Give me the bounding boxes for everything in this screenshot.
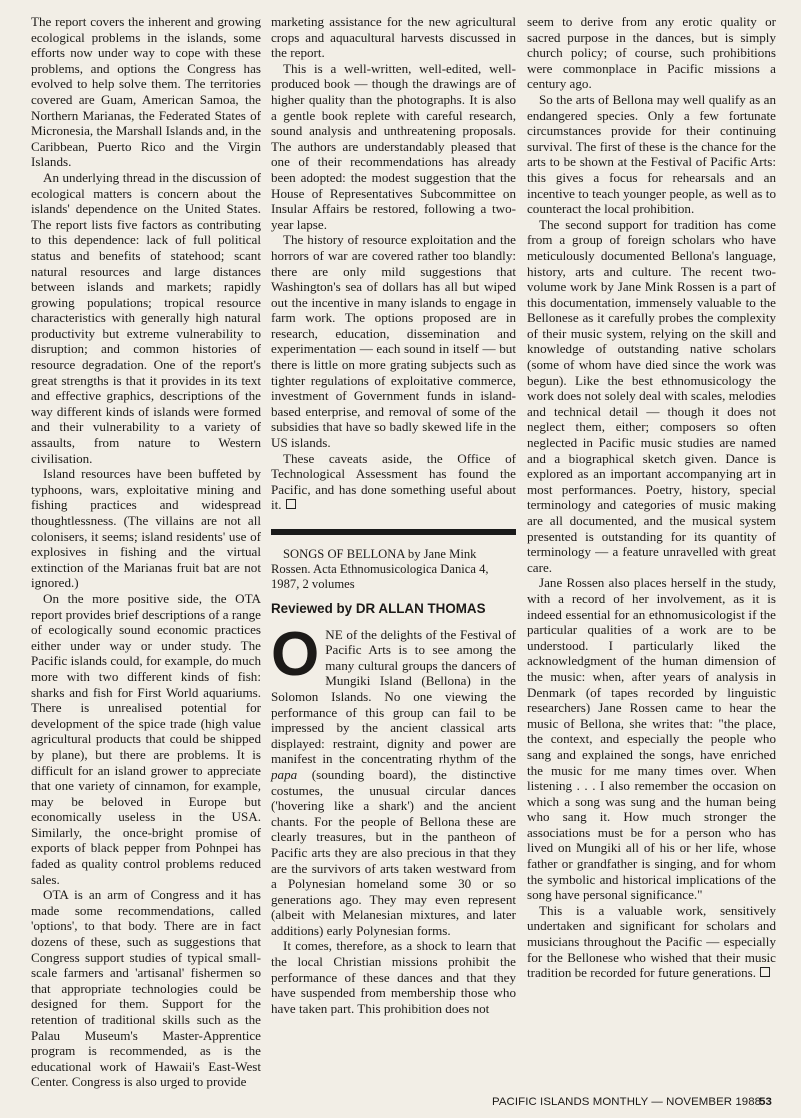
paragraph: marketing assistance for the new agricultural crops and aquacultural harvests discussed in the report. bbox=[271, 14, 516, 61]
review-text: NE of the delights of the Festival of Pacific Arts is to see among the many cultural groups the dancers of Mungiki Island (Bellona) in the Solomon Islands. No one viewing the performance of this group can fail to be impressed by the ancient classical arts displayed: restraint, dignity and power are manifest in the concentrating rhythm of the bbox=[271, 626, 516, 767]
review-opening-paragraph bbox=[271, 619, 516, 939]
end-mark-icon bbox=[286, 499, 296, 509]
column-2 bbox=[271, 14, 516, 1016]
paragraph: An underlying thread in the discussion of ecological matters is concern about the islands' dependence on the United States. The report lists five factors as contributing to this dependence: lack of full political status and benefits of statehood; scant natural resources and large distances between islands and markets; rapidly growing populations; tropical resource characteristics with generally high natural productivity but extreme vulnerability to disruption; and common histories of resource degradation. One of the report's great strengths is that it provides in its text and effective graphics, descriptions of the way different kinds of islands were formed and their vulnerability to a variety of assaults, from nature to Western civilisation. bbox=[31, 169, 261, 466]
paragraph: The history of resource exploitation and the horrors of war are covered rather too blandly: there are only mild suggestions that Washington's sea of dollars has all but wiped out the incentive in many islands to engage in farm work. The options proposed are in research, education, dissemination and experimentation — each sound in itself — but there is little on more grating subjects such as tighter regulations of exploitative commerce, investment of Government funds in island-based enterprise, and removal of some of the subsidies that have so badly skewed life in the US islands. bbox=[271, 232, 516, 451]
paragraph: So the arts of Bellona may well qualify as an endangered species. Only a few fortunate circumstances provide for their continuing survival. The first of these is the chance for the arts to be shown at the Festival of Pacific Arts: this gives a focus for rehearsals and an incentive to teach younger people, as well as to counteract the local prohibition. bbox=[527, 91, 776, 217]
column-3 bbox=[527, 14, 776, 981]
paragraph-text: This is a valuable work, sensitively undertaken and significant for scholars and musicians throughout the Pacific — especially for the Bellonese who wished that their music tradition be recorded for future generations. bbox=[527, 902, 776, 981]
publication-line: PACIFIC ISLANDS MONTHLY — NOVEMBER 1988 bbox=[492, 1096, 762, 1108]
paragraph: On the more positive side, the OTA report provides brief descriptions of a range of ecologically sound economic practices either under way or under study. The Pacific islands could, for example, do much more with two different kinds of fish: sharks and fish for First World aquariums. There is unrealised potential for development of the spice trade (high value agricultural products that could be shipped by plane), but there are problems. It is difficult for an island grower to appreciate that one variety of cinnamon, for example, may be beloved in Europe but economically useless in the USA. Similarly, the once-bright promise of exports of black pepper from Pohnpei has faded as quality control problems reduced sales. bbox=[31, 590, 261, 887]
paragraph: It comes, therefore, as a shock to learn that the local Christian missions prohibit the performance of these dances and that they have suspended from membership those who have taken part. This prohibition does not bbox=[271, 938, 516, 1016]
page-footer bbox=[492, 1096, 772, 1108]
reviewer-byline: Reviewed by DR ALLAN THOMAS bbox=[271, 601, 486, 616]
section-divider bbox=[271, 529, 516, 535]
paragraph: OTA is an arm of Congress and it has made some recommendations, called 'options', to that body. There are in fact dozens of these, such as suggestions that Congress support studies of typical small-scale farmers and 'artisanal' fishermen so that appropriate technologies could be designed for them. Support for the retention of traditional skills such as the Palau Museum's Master-Apprentice program is recommended, as is the educational work of Hawaii's East-West Center. Congress is also urged to provide bbox=[31, 887, 261, 1090]
paragraph: seem to derive from any erotic quality or sacred purpose in the dances, but is simply church policy; of course, such prohibitions were commonplace in Pacific missions a century ago. bbox=[527, 14, 776, 92]
paragraph bbox=[271, 451, 516, 513]
paragraph: This is a well-written, well-edited, well-produced book — though the drawings are of higher quality than the photographs. It is also a gentle book replete with careful research, sound analysis and unthreatening proposals. The authors are understandably pleased that one of their recommendations has already been adopted: the modest suggestion that the House of Representatives Subcommittee on Insular Affairs be restored, following a two-year lapse. bbox=[271, 60, 516, 232]
paragraph: The report covers the inherent and growing ecological problems in the islands, some efforts now under way to cope with these problems, and options the Congress has evolved to help solve them. The territories covered are Guam, American Samoa, the Northern Marianas, the Federated States of Micronesia, the Marshall Islands and, in the Caribbean, Puerto Rico and the Virgin Islands. bbox=[31, 14, 261, 170]
end-mark-icon bbox=[760, 967, 770, 977]
column-1 bbox=[31, 14, 261, 1090]
paragraph: Jane Rossen also places herself in the study, with a record of her involvement, as it is indeed essential for an ethnomusicologist if the particular qualities of a work are to be understood. I particularly liked the acknowledgment of the human dimension of the music: when, after years of analysis in Denmark (of tapes recorded by linguistic researchers) Jane Rossen came to hear the music of Bellona, she writes that: "the place, the context, and especially the people who sang and explained the songs, have enriched the music for me many times over. When listening . . . I also remember the occasion on which a song was sung and the human being who sang it. How much stronger the associations must be for a person who has lived on Mungiki all of his or her life, whose father or grandfather is singing, and for whom the symbolic and historical implications of the song have personal significance." bbox=[527, 575, 776, 903]
paragraph-text: These caveats aside, the Office of Technological Assessment has found the Pacific, and has done something useful about it. bbox=[271, 450, 516, 513]
review-italic-term: papa bbox=[271, 766, 298, 782]
page-number: 53 bbox=[759, 1096, 772, 1108]
book-title: SONGS OF BELLONA by Jane Mink Rossen. Acta Ethnomusicologica Danica 4, 1987, 2 volumes bbox=[271, 547, 489, 591]
paragraph: The second support for tradition has come from a group of foreign scholars who have meticulously documented Bellona's language, history, arts and culture. The recent two-volume work by Jane Mink Rossen is a part of this documentation, immensely valuable to the Bellonese as it carefully probes the complexity of their music system, relying on the skill and knowledge of outstanding native scholars (some of whom have died since the work was begun). Like the best ethnomusicology the work does not solely deal with scales, melodies and technical detail — though it does not neglect them, either; composers so often neglected in Pacific music studies are named and a biographical sketch given. Dance is explored as an important accompanying art in most performances. Poetry, history, special terminology and categories of music making are all documented, and the musical system presented is outstanding for its quantity of terminology — a feature unravelled with great care. bbox=[527, 216, 776, 575]
drop-cap: O bbox=[271, 619, 320, 689]
paragraph: Island resources have been buffeted by typhoons, wars, exploitative mining and fishing practices and widespread thoughtlessness. (The villains are not all colonisers, it seems; island residents' use of explosives in fishing and the virtual extinction of the Marianas fruit bat are not ignored.) bbox=[31, 466, 261, 591]
paragraph bbox=[527, 903, 776, 981]
review-text-continued: (sounding board), the distinctive costumes, the unusual circular dances ('hovering like a shark') and the ancient chants. For the people of Bellona these are clearly treasures, but in the pantheon of Pacific arts they are also precious in that they are the survivors of arts taken westward from a Polynesian homeland some 30 or so generations ago. They may even represent (albeit with Melanesian mixtures, and later additions) early Polynesian forms. bbox=[271, 766, 516, 938]
